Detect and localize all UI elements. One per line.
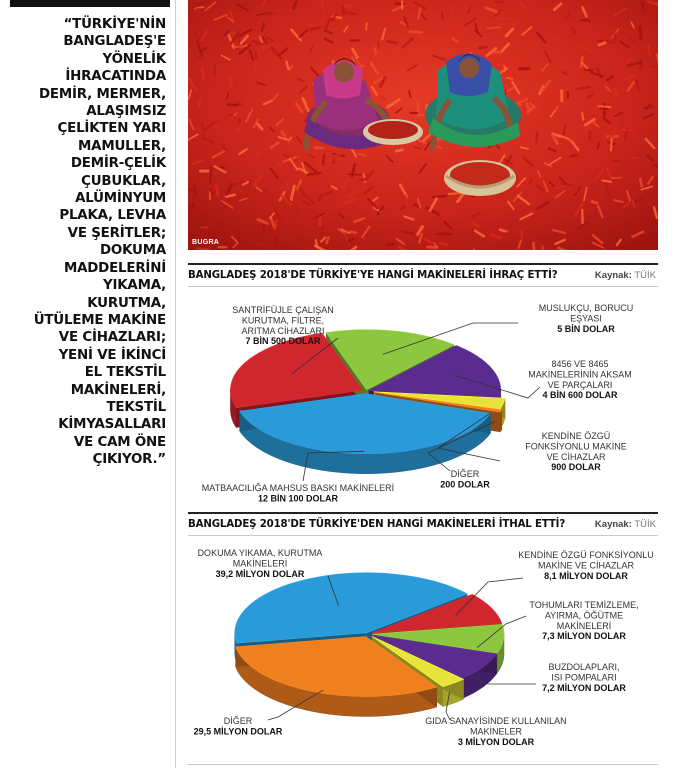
pie-slice-label: MAKİNE VE CİHAZLAR bbox=[537, 560, 635, 571]
chili-pepper bbox=[503, 24, 516, 26]
pie-slice-value: 5 BİN DOLAR bbox=[557, 323, 615, 334]
pie-slice-label: KENDİNE ÖZGÜ bbox=[541, 431, 611, 441]
basket-right bbox=[444, 160, 516, 196]
pie-slice-label: MAKİNELER bbox=[469, 726, 523, 737]
pie-slice-value: 7,3 MİLYON DOLAR bbox=[542, 631, 626, 642]
quote-line: MAMULLER, bbox=[78, 138, 166, 154]
import-chart-title: BANGLADEŞ 2018'DE TÜRKİYE'DEN HANGİ MAKİNELERİ İTHAL ETTİ? bbox=[188, 519, 566, 530]
chili-pepper bbox=[640, 26, 641, 39]
chili-pepper bbox=[216, 185, 217, 195]
chili-pepper bbox=[348, 174, 361, 175]
pie-slice-label: VE PARÇALARI bbox=[547, 379, 613, 390]
quote-line: YIKAMA, bbox=[102, 278, 166, 294]
photo bbox=[188, 0, 658, 250]
quote-line: MADDELERİNİ bbox=[63, 260, 166, 276]
chili-pepper bbox=[275, 221, 277, 229]
chili-pepper bbox=[598, 106, 610, 107]
chili-pepper bbox=[639, 9, 651, 11]
chili-pepper bbox=[506, 78, 512, 79]
chili-pepper bbox=[440, 243, 448, 245]
pull-quote bbox=[14, 16, 166, 469]
quote-line: ÇIKIYOR.” bbox=[92, 452, 166, 468]
pie-slice-label: MATBAACILIĞA MAHSUS BASKI MAKİNELERİ bbox=[201, 483, 395, 493]
chili-pepper bbox=[562, 184, 573, 185]
basket-left bbox=[363, 119, 423, 145]
chili-pepper bbox=[494, 52, 502, 53]
pie-slice-value: 200 DOLAR bbox=[440, 479, 490, 490]
chili-pepper bbox=[388, 244, 393, 245]
chili-pepper bbox=[258, 151, 259, 156]
pie-slice-value: 900 DOLAR bbox=[551, 462, 601, 473]
quote-line: VE ŞERİTLER; bbox=[67, 225, 166, 241]
pie-slice-label: ISI POMPALARI bbox=[551, 672, 617, 683]
pie-slice-label: KURUTMA, FİLTRE, bbox=[241, 315, 325, 326]
chili-pepper bbox=[433, 196, 446, 197]
chili-pepper bbox=[442, 13, 443, 19]
chili-pepper bbox=[611, 139, 612, 151]
chili-pepper bbox=[603, 180, 611, 181]
chili-pepper bbox=[387, 41, 396, 43]
chili-pepper bbox=[385, 19, 395, 20]
chili-pepper bbox=[640, 179, 642, 186]
import-pie-chart bbox=[188, 512, 658, 768]
pie-slice-value: 4 BİN 600 DOLAR bbox=[542, 390, 618, 401]
pie-slice-label: KENDİNE ÖZGÜ FONKSİYONLU bbox=[518, 550, 654, 560]
export-source-value: TÜİK bbox=[634, 270, 656, 281]
pie-slice-label: MUSLUKÇU, BORUCU bbox=[538, 303, 634, 313]
chili-pepper bbox=[641, 59, 642, 69]
pie-slice-label: DİĞER bbox=[450, 469, 480, 479]
pie-slice-label: VE CİHAZLAR bbox=[546, 451, 606, 462]
export-source-label: Kaynak: bbox=[594, 270, 632, 281]
quote-line: KURUTMA, bbox=[87, 295, 166, 311]
import-chart-source bbox=[595, 519, 656, 530]
chili-field-photo bbox=[188, 0, 658, 250]
pie-slice-label: AYIRMA, ÖĞÜTME bbox=[544, 610, 624, 621]
pie-slice-value: 8,1 MİLYON DOLAR bbox=[544, 570, 628, 581]
quote-column bbox=[0, 0, 176, 768]
chili-pepper bbox=[599, 43, 605, 45]
chili-pepper bbox=[455, 46, 462, 47]
pie-slice-label: MAKİNELERİ bbox=[232, 558, 288, 569]
pie-slice-value: 29,5 MİLYON DOLAR bbox=[193, 726, 283, 737]
quote-line: ÜTÜLEME MAKİNE bbox=[33, 312, 166, 328]
chili-pepper bbox=[202, 68, 204, 79]
pie-slice-label: TOHUMLARI TEMİZLEME, bbox=[529, 600, 639, 610]
chili-pepper bbox=[632, 157, 637, 158]
chili-pepper bbox=[479, 47, 486, 48]
quote-line: BANGLADEŞ'E bbox=[63, 34, 166, 50]
quote-line: ALÜMİNYUM bbox=[75, 191, 166, 207]
import-source-label: Kaynak: bbox=[594, 519, 632, 530]
quote-line: ALAŞIMSIZ bbox=[86, 104, 166, 120]
bottom-rule bbox=[188, 764, 658, 765]
quote-line: DEMİR, MERMER, bbox=[39, 86, 166, 102]
pie-slice-label: MAKİNELERİNİN AKSAM bbox=[528, 369, 632, 380]
chili-pepper bbox=[198, 56, 203, 57]
chili-pepper bbox=[320, 162, 321, 170]
import-chart-header bbox=[188, 512, 658, 536]
pie-slice-label: DOKUMA YIKAMA, KURUTMA bbox=[197, 548, 323, 558]
chili-pepper bbox=[473, 249, 474, 250]
import-source-value: TÜİK bbox=[634, 519, 656, 530]
quote-line: DEMİR-ÇELİK bbox=[70, 156, 166, 172]
pie-slice-label: ARITMA CİHAZLARI bbox=[241, 325, 325, 336]
quote-line: ÇELİKTEN YARI bbox=[57, 121, 166, 137]
export-chart-title: BANGLADEŞ 2018'DE TÜRKİYE'YE HANGİ MAKİNELERİ İHRAÇ ETTİ? bbox=[188, 270, 558, 281]
pie-slice-label: MAKİNELERİ bbox=[556, 620, 612, 631]
chili-pepper bbox=[343, 6, 352, 7]
chili-pepper bbox=[327, 237, 329, 243]
quote-line: VE CİHAZLARI; bbox=[58, 330, 166, 346]
chili-pepper bbox=[323, 155, 324, 164]
quote-line: KİMYASALLARI bbox=[58, 417, 166, 433]
chili-pepper bbox=[343, 7, 344, 14]
export-chart-panel bbox=[188, 263, 658, 509]
quote-line: DOKUMA bbox=[99, 243, 166, 259]
chili-pepper bbox=[374, 48, 376, 53]
quote-line: TEKSTİL bbox=[106, 399, 166, 415]
export-chart-source bbox=[595, 270, 656, 281]
quote-top-bar bbox=[10, 0, 170, 7]
chili-pepper bbox=[199, 100, 200, 106]
chili-pepper bbox=[582, 113, 583, 120]
quote-line: MAKİNELERİ, bbox=[70, 382, 166, 398]
pie-slice-value: 39,2 MİLYON DOLAR bbox=[215, 568, 305, 579]
pie-slice-value: 7 BİN 500 DOLAR bbox=[245, 336, 321, 347]
pie-slice-label: FONKSİYONLU MAKİNE bbox=[525, 441, 627, 452]
pie-slice-label: 8456 VE 8465 bbox=[551, 359, 609, 369]
chili-pepper bbox=[210, 168, 211, 182]
quote-line: YENİ VE İKİNCİ bbox=[58, 347, 166, 363]
pie-slice-value: 7,2 MİLYON DOLAR bbox=[542, 682, 626, 693]
pie-slice-value: 3 MİLYON DOLAR bbox=[457, 736, 535, 747]
chili-pepper bbox=[298, 155, 299, 167]
pie-slice-label: DİĞER bbox=[223, 716, 253, 726]
chili-pepper bbox=[571, 155, 576, 156]
export-pie-chart bbox=[188, 263, 658, 509]
quote-line: İHRACATINDA bbox=[65, 69, 166, 85]
pie-slice-label: BUZDOLAPLARI, bbox=[548, 662, 620, 672]
chili-pepper bbox=[581, 57, 582, 66]
chili-pepper bbox=[351, 232, 356, 233]
pie-slice-value: 12 BİN 100 DOLAR bbox=[257, 493, 339, 504]
quote-line: “TÜRKİYE'NİN bbox=[63, 17, 166, 32]
chili-pepper bbox=[598, 143, 599, 148]
chili-pepper bbox=[567, 85, 568, 90]
chili-pepper bbox=[615, 90, 617, 95]
chili-pepper bbox=[197, 249, 209, 250]
chili-pepper bbox=[536, 132, 537, 142]
quote-line: ÇUBUKLAR, bbox=[81, 173, 166, 189]
chili-pepper bbox=[396, 150, 402, 151]
import-chart-panel bbox=[188, 512, 658, 768]
pie-slice-label: SANTRİFÜJLE ÇALIŞAN bbox=[232, 305, 334, 315]
export-chart-header bbox=[188, 263, 658, 287]
quote-line: YÖNELİK bbox=[102, 51, 166, 67]
quote-line: EL TEKSTİL bbox=[84, 365, 166, 381]
pie-slice-label: EŞYASI bbox=[570, 313, 602, 324]
chili-pepper bbox=[196, 9, 206, 10]
quote-line: VE CAM ÖNE bbox=[73, 434, 166, 450]
pie-slice-label: GIDA SANAYİSİNDE KULLANILAN bbox=[425, 716, 567, 726]
quote-line: PLAKA, LEVHA bbox=[59, 208, 166, 224]
chili-pepper bbox=[592, 202, 597, 203]
photo-credit: BUGRA bbox=[192, 239, 220, 246]
chili-pepper bbox=[396, 3, 405, 4]
